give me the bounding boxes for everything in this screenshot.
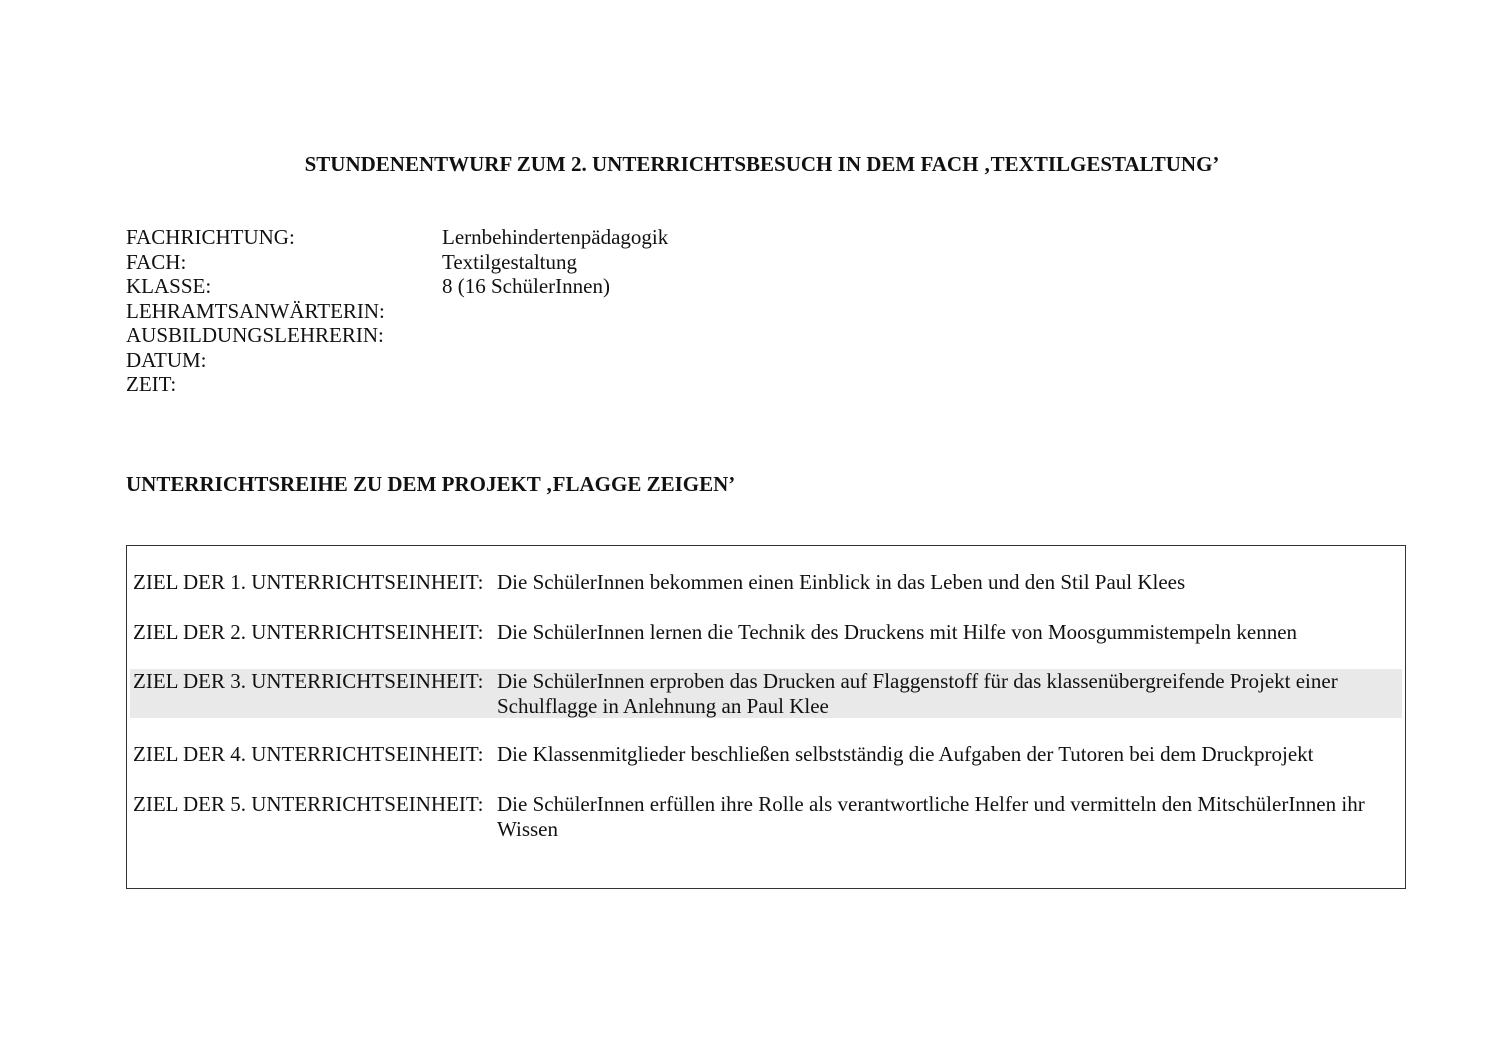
- goal-label: ZIEL DER 2. UNTERRICHTSEINHEIT:: [133, 620, 484, 644]
- goal-row-2: [130, 620, 1402, 645]
- meta-value: Lernbehindertenpädagogik: [442, 225, 669, 249]
- meta-row-datum: [126, 348, 668, 373]
- meta-value: Textilgestaltung: [442, 249, 578, 274]
- meta-label: LEHRAMTSANWÄRTERIN:: [126, 298, 385, 323]
- meta-label: ZEIT:: [126, 372, 177, 396]
- goal-row-4: [130, 742, 1402, 767]
- goal-text: Die SchülerInnen erfüllen ihre Rolle als verantwortliche Helfer und vermitteln den MitschülerInnen ihr Wissen: [497, 792, 1365, 841]
- meta-label: AUSBILDUNGSLEHRERIN:: [126, 323, 384, 347]
- meta-row-lehramtsanwaerterin: [126, 299, 668, 324]
- goals-table: [126, 545, 1406, 889]
- meta-row-ausbildungslehrerin: [126, 323, 668, 348]
- meta-label: DATUM:: [126, 347, 207, 372]
- goal-label: ZIEL DER 3. UNTERRICHTSEINHEIT:: [133, 669, 484, 693]
- goal-label: ZIEL DER 5. UNTERRICHTSEINHEIT:: [133, 792, 484, 816]
- goal-label: ZIEL DER 1. UNTERRICHTSEINHEIT:: [133, 570, 484, 594]
- meta-label: FACHRICHTUNG:: [126, 225, 295, 249]
- meta-row-fachrichtung: [126, 225, 668, 250]
- goal-label: ZIEL DER 4. UNTERRICHTSEINHEIT:: [133, 742, 484, 766]
- meta-row-fach: [126, 250, 668, 275]
- goal-text: Die Klassenmitglieder beschließen selbstständig die Aufgaben der Tutoren bei dem Druckprojekt: [497, 742, 1314, 766]
- goal-text: Die SchülerInnen bekommen einen Einblick in das Leben und den Stil Paul Klees: [497, 570, 1186, 594]
- meta-block: [126, 225, 668, 397]
- meta-value: 8 (16 SchülerInnen): [442, 274, 610, 298]
- meta-row-zeit: [126, 372, 668, 397]
- meta-row-klasse: [126, 274, 668, 299]
- goal-text: Die SchülerInnen lernen die Technik des Druckens mit Hilfe von Moosgummistempeln kennen: [497, 620, 1298, 644]
- goal-row-5: [130, 792, 1402, 841]
- meta-label: KLASSE:: [126, 274, 212, 298]
- goal-row-3: [130, 669, 1402, 718]
- goal-text: Die SchülerInnen erproben das Drucken auf Flaggenstoff für das klassenübergreifende Projekt einer Schulflagge in Anlehnung an Paul Klee: [497, 669, 1338, 718]
- section-heading: UNTERRICHTSREIHE ZU DEM PROJEKT ‚FLAGGE ZEIGEN’: [126, 472, 736, 496]
- meta-label: FACH:: [126, 249, 187, 274]
- document-title: STUNDENENTWURF ZUM 2. UNTERRICHTSBESUCH IN DEM FACH ‚TEXTILGESTALTUNG’: [304, 152, 1220, 176]
- goal-row-1: [130, 570, 1402, 595]
